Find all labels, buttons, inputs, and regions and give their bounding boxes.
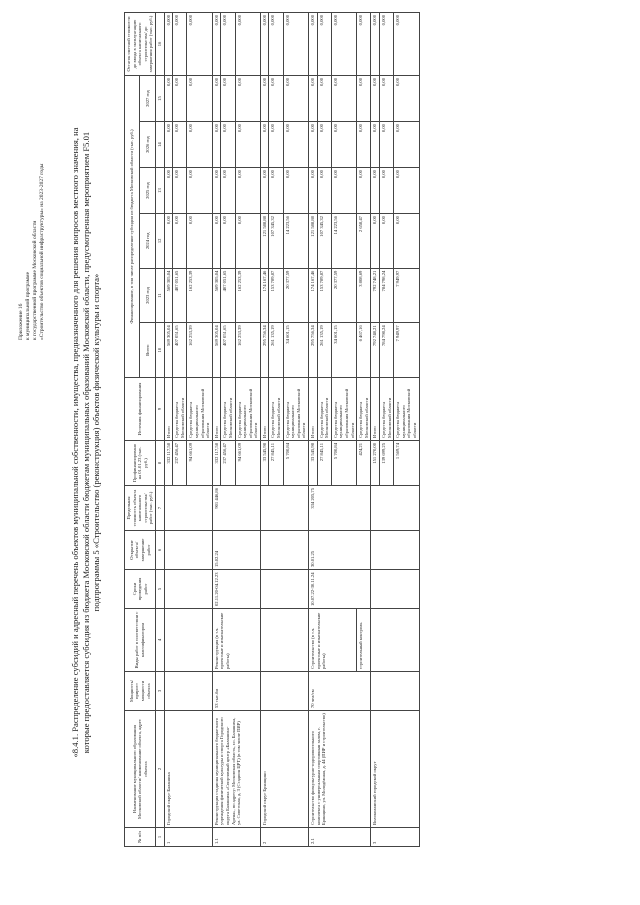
year-value: 0,00 (260, 122, 269, 168)
financing-source: Средства бюджета муниципального образования Московской области (394, 378, 419, 441)
year-value: 0,00 (187, 214, 212, 269)
remain-value: 0,000 (309, 13, 318, 76)
total-value: 295 756,34 (309, 323, 318, 378)
year-value: 569 305,04 (164, 268, 173, 323)
year-value: 0,00 (394, 76, 419, 122)
financing-source: Средства бюджета Московской области (221, 378, 235, 441)
row-number: 2 (260, 828, 308, 847)
work-type: Строительство (в т.ч. проектные и изыскательские работы) (309, 609, 357, 672)
object-name: Волоколамский городской округ (371, 711, 419, 828)
document-title: «8.4.1. Распределение субсидий и адресный перечень объектов муниципальной собственности, имущества, предназначенного для решения вопросов местного значения, на которые предоставляется субсидия из бюджета Московской области бюджетам муниципальных образований Московской области, предусмотренная мероприятием F5.01 подпрограммы 5 «Строительство (реконструкция) объектов физической культуры и спорта» (70, 127, 101, 758)
financed-value: 27 845,11 (269, 441, 283, 486)
header-financing: Финансирование, в том числе распределение субсидии из бюджета Московской области (тыс. руб.) (125, 76, 140, 378)
year-value: 0,00 (187, 122, 212, 168)
column-index-cell: 9 (155, 378, 164, 441)
year-value: 0,00 (164, 214, 173, 269)
approval-line: к муниципальной программе (25, 271, 31, 340)
open-date: 30.01.25 (309, 531, 371, 570)
year-value: 0,00 (164, 168, 173, 214)
year-value: 162 253,39 (235, 268, 260, 323)
work-dates: 02.11.20-04.12.23 (212, 570, 260, 609)
year-value: 0,00 (212, 76, 221, 122)
year-value: 0,00 (371, 122, 380, 168)
column-index-cell: 14 (155, 122, 164, 168)
year-value: 0,00 (212, 214, 221, 269)
row-number: 3 (371, 828, 419, 847)
remain-value: 0,000 (164, 13, 173, 76)
total-value: 784 798,24 (379, 323, 393, 378)
year-value: 0,00 (260, 76, 269, 122)
total-value: 6 467,16 (357, 323, 371, 378)
work-type: Реконструкция (в т.ч. проектные и изыскательские работы) (212, 609, 260, 672)
year-value: 0,00 (379, 76, 393, 122)
financed-value: 5 700,84 (283, 441, 308, 486)
work-type (371, 609, 419, 672)
year-value: 0,00 (173, 168, 187, 214)
year-value: 0,00 (379, 214, 393, 269)
financing-source: Итого (164, 378, 173, 441)
header-2027: 2027 год (140, 76, 155, 122)
header-works: Виды работ в соответствии с классификатором (125, 609, 156, 672)
year-value: 0,00 (394, 168, 419, 214)
year-value: 0,00 (221, 168, 235, 214)
object-name: Городской округ Балашиха (164, 711, 212, 828)
financed-value: 33 545,98 (260, 441, 269, 486)
header-dates: Сроки проведения работ (125, 570, 156, 609)
financing-source: Итого (212, 378, 221, 441)
open-date (260, 531, 308, 570)
year-value: 0,00 (394, 122, 419, 168)
header-2024: 2024 год (140, 214, 155, 269)
year-value: 20 377,59 (331, 268, 356, 323)
year-value: 0,00 (283, 168, 308, 214)
year-value: 0,00 (331, 168, 356, 214)
work-type (260, 609, 308, 672)
total-value: 569 305,04 (164, 323, 173, 378)
year-value: 7 949,97 (394, 268, 419, 323)
total-value: 162 253,39 (235, 323, 260, 378)
object-name: Реконструкция стадиона муниципального бюджетного учреждения физической культуры и спорта Городского округа Балашиха «Спортивный центр «Балашиха-Арена», по адресу: Московская область, г.о. Балашиха, ул. Советская, д. 3 (Стадион ЦРТ) (в том числе ПИР) (212, 711, 260, 828)
total-value: 7 949,97 (394, 323, 419, 378)
column-index-cell: 8 (155, 441, 164, 486)
year-value: 0,00 (371, 76, 380, 122)
header-n: № п/п (125, 828, 156, 847)
column-index-cell: 6 (155, 531, 164, 570)
year-value: 0,00 (212, 122, 221, 168)
year-value: 0,00 (317, 168, 331, 214)
table-row (371, 13, 380, 847)
financing-source: Средства бюджета муниципального образования Московской области (331, 378, 356, 441)
year-value: 0,00 (212, 168, 221, 214)
year-value: 0,00 (317, 122, 331, 168)
column-index-cell: 15 (155, 76, 164, 122)
year-value: 14 223,56 (283, 214, 308, 269)
year-value: 0,00 (357, 76, 371, 122)
header-financed: Профинансировано на 01.01.23 (тыс. руб.) (125, 441, 156, 486)
year-value: 3 808,69 (357, 268, 371, 323)
row-number: 1.1 (212, 828, 260, 847)
object-name: Городской округ Брянщино (260, 711, 308, 828)
year-value: 121 588,88 (260, 214, 269, 269)
year-value: 162 253,39 (187, 268, 212, 323)
column-index-cell: 1 (155, 828, 164, 847)
remain-value: 0,000 (235, 13, 260, 76)
table-body (164, 13, 419, 847)
row-number: 1 (164, 828, 212, 847)
year-value: 0,00 (164, 122, 173, 168)
year-value: 153 789,87 (269, 268, 283, 323)
approval-line: «Строительство объектов социальной инфраструктуры» на 2023-2027 годы (39, 163, 45, 340)
year-value: 407 051,65 (173, 268, 187, 323)
header-name: Наименование муниципального образования Московской области/ наименование объекта, адрес объекта (125, 711, 156, 828)
header-source: Источник финансирования (125, 378, 156, 441)
year-value: 0,00 (309, 76, 318, 122)
year-value: 0,00 (235, 122, 260, 168)
capacity (371, 672, 419, 711)
approval-line: к государственной программе Московской области (32, 220, 38, 340)
year-value: 0,00 (371, 214, 380, 269)
financed-value: 5 700,84 (331, 441, 356, 486)
remain-value: 0,000 (173, 13, 187, 76)
year-value: 0,00 (331, 76, 356, 122)
column-index-cell: 5 (155, 570, 164, 609)
financed-value: 237 456,47 (221, 441, 235, 486)
financing-source: Средства бюджета муниципального образования Московской области (187, 378, 212, 441)
financing-source: Средства бюджета муниципального образования Московской области (283, 378, 308, 441)
total-value: 261 135,19 (269, 323, 283, 378)
allocation-table (124, 12, 420, 847)
financed-value: 332 117,58 (212, 441, 221, 486)
limit-cost (260, 486, 308, 531)
header-2025: 2025 год (140, 168, 155, 214)
year-value: 121 588,88 (309, 214, 318, 269)
year-value: 0,00 (283, 122, 308, 168)
year-value: 107 345,32 (269, 214, 283, 269)
header-total: Всего (140, 323, 155, 378)
year-value: 0,00 (394, 214, 419, 269)
column-index-cell: 4 (155, 609, 164, 672)
year-value: 0,00 (269, 122, 283, 168)
column-index-cell: 10 (155, 323, 164, 378)
total-value: 792 748,21 (371, 323, 380, 378)
financed-value: 424,21 (357, 441, 371, 486)
column-index-cell: 11 (155, 268, 164, 323)
financed-value: 1 569,74 (394, 441, 419, 486)
year-value: 0,00 (269, 76, 283, 122)
limit-cost (371, 486, 419, 531)
year-value: 174 167,46 (260, 268, 269, 323)
total-value: 569 305,04 (212, 323, 221, 378)
column-index-cell: 13 (155, 168, 164, 214)
year-value: 0,00 (221, 214, 235, 269)
remain-value: 0,000 (371, 13, 380, 76)
work-dates (164, 570, 212, 609)
year-value: 407 051,65 (221, 268, 235, 323)
year-value: 0,00 (379, 122, 393, 168)
table-row (260, 13, 269, 847)
total-value: 162 253,39 (187, 323, 212, 378)
financed-value: 237 456,47 (173, 441, 187, 486)
table-row (212, 13, 221, 847)
year-value: 792 748,21 (371, 268, 380, 323)
column-index-cell: 16 (155, 13, 164, 76)
financed-value: 151 270,00 (371, 441, 380, 486)
header-2023: 2023 год (140, 268, 155, 323)
year-value: 569 305,04 (212, 268, 221, 323)
year-value: 107 345,32 (317, 214, 331, 269)
financing-source: Средства бюджета Московской области (379, 378, 393, 441)
year-value: 20 377,59 (283, 268, 308, 323)
financed-value: 332 117,58 (164, 441, 173, 486)
remain-value: 0,000 (269, 13, 283, 76)
year-value: 784 798,24 (379, 268, 393, 323)
financing-source: Средства бюджета муниципального образования Московской области (235, 378, 260, 441)
header-capacity: Мощность/ прирост мощности объекта (125, 672, 156, 711)
column-index-cell: 3 (155, 672, 164, 711)
limit-cost: 334 205,75 (309, 486, 371, 531)
header-2026: 2026 год (140, 122, 155, 168)
year-value: 0,00 (173, 122, 187, 168)
remain-value: 0,000 (221, 13, 235, 76)
year-value: 0,00 (357, 168, 371, 214)
year-value: 0,00 (187, 168, 212, 214)
year-value: 0,00 (235, 214, 260, 269)
open-date (164, 531, 212, 570)
work-dates: 10.07.22-30.11.24 (309, 570, 371, 609)
capacity: 53 тыс.бм (212, 672, 260, 711)
total-value: 34 601,15 (283, 323, 308, 378)
financed-value: 94 661,09 (187, 441, 212, 486)
year-value: 14 223,56 (331, 214, 356, 269)
table-row (164, 13, 173, 847)
total-value: 34 601,15 (331, 323, 356, 378)
year-value: 0,00 (357, 122, 371, 168)
column-index-cell: 7 (155, 486, 164, 531)
financing-source: Средства бюджета Московской области (269, 378, 283, 441)
total-value: 261 135,19 (317, 323, 331, 378)
remain-value: 0,000 (317, 13, 331, 76)
header-limit: Предельная стоимость объекта капитального строительства/ работ (тыс. руб.) (125, 486, 156, 531)
financed-value: 27 845,11 (317, 441, 331, 486)
year-value: 0,00 (235, 76, 260, 122)
column-index-row (155, 13, 164, 847)
header-remain: Остаток сметной стоимости до ввода в эксплуатацию объекта капитального строительства/ до завершения работ (тыс. руб.) (125, 13, 156, 76)
year-value: 0,00 (309, 122, 318, 168)
total-value: 407 051,65 (221, 323, 235, 378)
year-value: 0,00 (173, 76, 187, 122)
remain-value: 0,000 (357, 13, 371, 76)
financing-source: Итого (309, 378, 318, 441)
year-value: 0,00 (309, 168, 318, 214)
financed-value: 94 661,09 (235, 441, 260, 486)
year-value: 0,00 (269, 168, 283, 214)
remain-value: 0,000 (331, 13, 356, 76)
remain-value: 0,000 (394, 13, 419, 76)
header-open: Открытие объекта/ завершение работ (125, 531, 156, 570)
year-value: 0,00 (164, 76, 173, 122)
year-value: 0,00 (187, 76, 212, 122)
capacity (164, 672, 212, 711)
object-name: Строительство физкультурно-оздоровительного комплекса с универсальным спортивным залом, г. Брянщино, ул. Молодёжная, д. 44 (ПИР и строительство) (309, 711, 371, 828)
financing-source: Средства бюджета Московской области (173, 378, 187, 441)
remain-value: 0,000 (379, 13, 393, 76)
financing-source: Итого (260, 378, 269, 441)
approval-line: Приложение 16 (18, 303, 24, 340)
table-row (309, 13, 318, 847)
work-dates (371, 570, 419, 609)
year-value: 0,00 (221, 122, 235, 168)
limit-cost (164, 486, 212, 531)
remain-value: 0,000 (260, 13, 269, 76)
year-value: 0,00 (283, 76, 308, 122)
row-number: 2.1 (309, 828, 371, 847)
open-date (371, 531, 419, 570)
financed-value: 139 699,25 (379, 441, 393, 486)
financing-source: Средства бюджета Московской области (357, 378, 371, 441)
year-value: 0,00 (371, 168, 380, 214)
work-type: строительный контроль (357, 609, 371, 672)
remain-value: 0,000 (212, 13, 221, 76)
financed-value: 33 545,98 (309, 441, 318, 486)
column-index-cell: 2 (155, 711, 164, 828)
capacity: 70 чел/см (309, 672, 371, 711)
remain-value: 0,000 (283, 13, 308, 76)
approval-block (18, 40, 46, 340)
year-value: 2 658,47 (357, 214, 371, 269)
work-dates (260, 570, 308, 609)
limit-cost: 901 446,86 (212, 486, 260, 531)
total-value: 295 756,34 (260, 323, 269, 378)
column-index-cell: 12 (155, 214, 164, 269)
year-value: 0,00 (260, 168, 269, 214)
work-type (164, 609, 212, 672)
capacity (260, 672, 308, 711)
financing-source: Средства бюджета Московской области (317, 378, 331, 441)
year-value: 174 167,46 (309, 268, 318, 323)
remain-value: 0,000 (187, 13, 212, 76)
financing-source: Итого (371, 378, 380, 441)
year-value: 0,00 (317, 76, 331, 122)
year-value: 0,00 (235, 168, 260, 214)
open-date: 15.02.24 (212, 531, 260, 570)
year-value: 0,00 (221, 76, 235, 122)
total-value: 407 051,65 (173, 323, 187, 378)
year-value: 0,00 (331, 122, 356, 168)
year-value: 0,00 (173, 214, 187, 269)
year-value: 153 789,87 (317, 268, 331, 323)
year-value: 0,00 (379, 168, 393, 214)
